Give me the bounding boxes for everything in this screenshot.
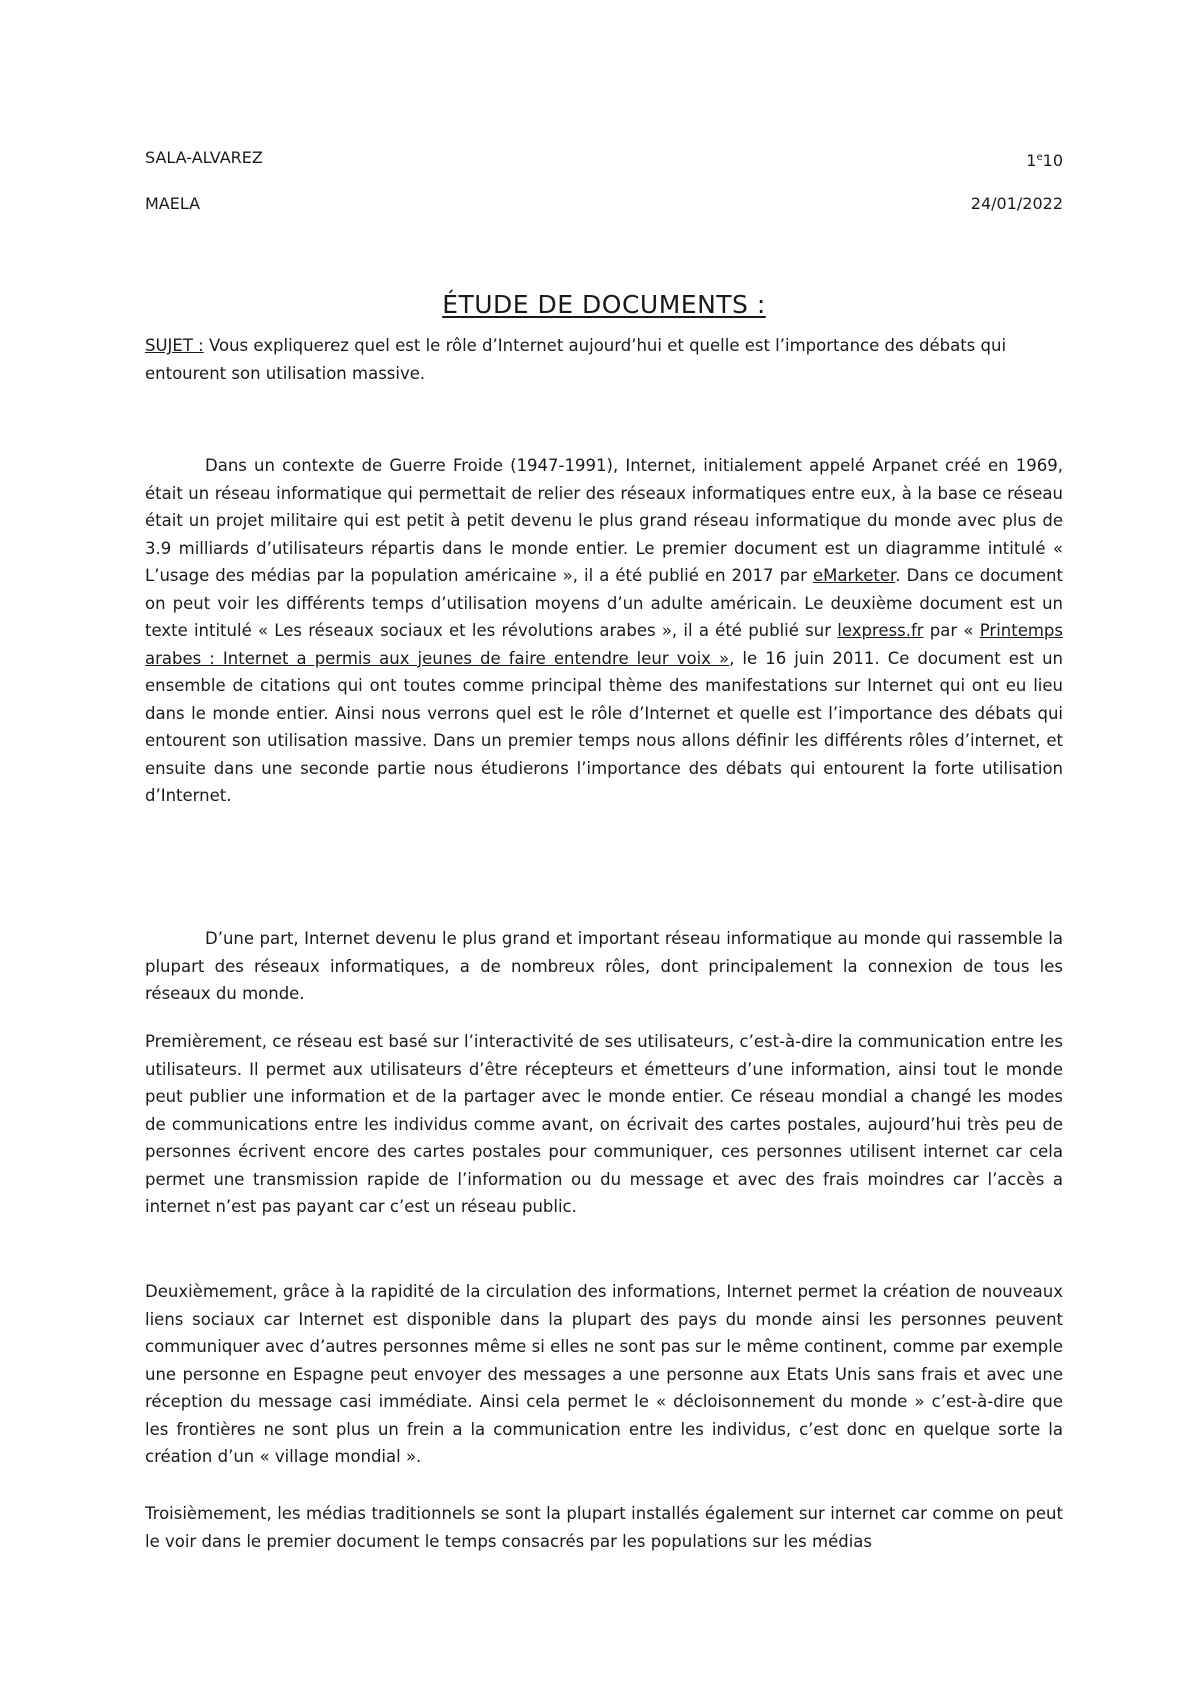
class-label <box>1026 148 1063 171</box>
header-row-2 <box>145 194 1063 214</box>
intro-text-2: . Dans ce document on peut voir les différents temps d’utilisation moyens d’un adulte américain. Le deuxième document est un texte intitulé « Les réseaux sociaux et les révolutions arabes », il a été publié sur <box>145 566 1063 640</box>
student-first-name: MAELA <box>145 194 201 213</box>
document-title: ÉTUDE DE DOCUMENTS : <box>442 290 766 319</box>
class-group: 10 <box>1042 151 1063 170</box>
intro-text-4: , le 16 juin 2011. Ce document est un ensemble de citations qui ont toutes comme principal thème des manifestations sur Internet qui ont eu lieu dans le monde entier. Ainsi nous verrons quel est le rôle d’Internet et quelle est l’importance des débats qui entourent son utilisation massive. Dans un premier temps nous allons définir les différents rôles d’internet, et ensuite dans une seconde partie nous étudierons l’importance des débats qui entourent la forte utilisation d’Internet. <box>145 648 1064 805</box>
sujet-text: Vous expliquerez quel est le rôle d’Internet aujourd’hui et quelle est l’importance des débats qui entourent son utilisation massive. <box>145 336 1007 383</box>
document-date: 24/01/2022 <box>970 194 1063 213</box>
sujet-label: SUJET : <box>145 336 204 355</box>
body-paragraph: Troisièmement, les médias traditionnels se sont la plupart installés également sur internet car comme on peut le voir dans le premier document le temps consacrés par les populations sur les médias <box>145 1504 1063 1551</box>
introduction-paragraph <box>145 452 1063 810</box>
document-page <box>145 0 1063 1698</box>
body-paragraph: D’une part, Internet devenu le plus grand et important réseau informatique au monde qui rassemble la plupart des réseaux informatiques, a de nombreux rôles, dont principalement la connexion de tous les réseaux du monde. <box>145 929 1063 1003</box>
student-last-name: SALA-ALVAREZ <box>145 148 263 167</box>
class-number: 1 <box>1026 151 1037 170</box>
emarketer-link[interactable]: eMarketer <box>813 566 896 585</box>
intro-text-3: par « <box>923 621 980 640</box>
intro-text-1: Dans un contexte de Guerre Froide (1947-1991), Internet, initialement appelé Arpanet créé en 1969, était un réseau informatique qui permettait de relier des réseaux informatiques entre eux, à la base ce réseau était un projet militaire qui est petit à petit devenu le plus grand réseau informatique du monde avec plus de 3.9 milliards d’utilisateurs répartis dans le monde entier. Le premier document est un diagramme intitulé « L’usage des médias par la population américaine », il a été publié en 2017 par <box>145 456 1063 585</box>
class-suffix: e <box>1036 152 1043 163</box>
article-link[interactable]: Printemps arabes : Internet a permis aux jeunes de faire entendre leur voix » <box>145 621 1063 668</box>
header-row-1 <box>145 148 1063 171</box>
lexpress-link[interactable]: lexpress.fr <box>837 621 924 640</box>
body-paragraph: Premièrement, ce réseau est basé sur l’interactivité de ses utilisateurs, c’est-à-dire la communication entre les utilisateurs. Il permet aux utilisateurs d’être récepteurs et émetteurs d’une information, ainsi tout le monde peut publier une information et de la partager avec le monde entier. Ce réseau mondial a changé les modes de communications entre les individus comme avant, on écrivait des cartes postales, aujourd’hui très peu de personnes écrivent encore des cartes postales pour communiquer, ces personnes utilisent internet car cela permet une transmission rapide de l’information ou du message et avec des frais moindres car l’accès a internet n’est pas payant car c’est un réseau public. <box>145 1032 1063 1216</box>
body-paragraph: Deuxièmement, grâce à la rapidité de la circulation des informations, Internet permet la création de nouveaux liens sociaux car Internet est disponible dans la plupart des pays du monde ainsi les personnes peuvent communiquer avec d’autres personnes même si elles ne sont pas sur le même continent, comme par exemple une personne en Espagne peut envoyer des messages a une personne aux Etats Unis sans frais et avec une réception du message casi immédiate. Ainsi cela permet le « décloisonnement du monde » c’est-à-dire que les frontières ne sont plus un frein a la communication entre les individus, c’est donc en quelque sorte la création d’un « village mondial ». <box>145 1282 1063 1466</box>
sujet-statement <box>145 332 1063 387</box>
